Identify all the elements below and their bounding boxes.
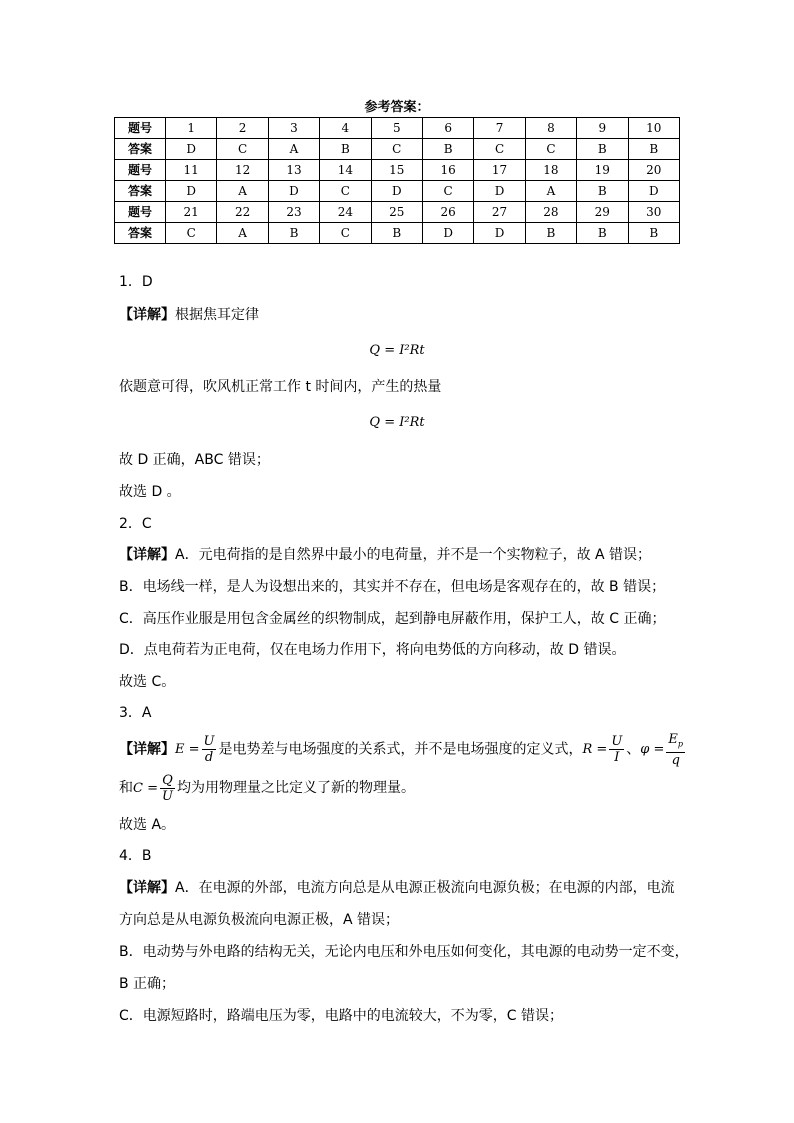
row-label-number: 题号: [115, 160, 166, 181]
table-cell-number: 6: [422, 118, 473, 139]
detail-tag: 【详解】: [119, 880, 175, 896]
table-cell-answer: D: [474, 223, 525, 244]
q3-detail-line-2: [119, 772, 415, 805]
formula-c-qu: C = $\frac{Q}{U}$: [133, 773, 173, 804]
q1-formula-2: [0, 413, 794, 433]
table-cell-answer: D: [268, 181, 319, 202]
q4-option-a-2: 方向总是从电源负极流向电源正极，A 错误；: [119, 912, 400, 928]
detail-tag: 【详解】: [119, 741, 175, 758]
table-cell-number: 23: [268, 202, 319, 223]
table-cell-number: 27: [474, 202, 525, 223]
table-cell-answer: C: [474, 139, 525, 160]
table-cell-number: 12: [217, 160, 268, 181]
table-cell-answer: D: [474, 181, 525, 202]
q3-text2: 均为用物理量之比定义了新的物理量。: [176, 780, 415, 796]
answer-table-answer-row: [115, 139, 680, 160]
table-cell-number: 26: [422, 202, 473, 223]
table-cell-number: 19: [577, 160, 628, 181]
answer-table-number-row: [115, 202, 680, 223]
table-cell-number: 28: [525, 202, 576, 223]
table-cell-number: 30: [628, 202, 679, 223]
answer-table: [114, 117, 680, 244]
q3-and: 和: [119, 780, 133, 796]
table-cell-number: 1: [166, 118, 217, 139]
formula-r-ui: R = $\frac{U}{I}$: [582, 734, 623, 766]
q2-option-c: C．高压作业服是用包含金属丝的织物制成，起到静电屏蔽作用，保护工人，故 C 正确；: [119, 611, 666, 627]
table-cell-answer: D: [628, 181, 679, 202]
q4-option-c: C．电源短路时，路端电压为零，电路中的电流较大，不为零，C 错误；: [119, 1008, 563, 1024]
answer-table-number-row: [115, 118, 680, 139]
q1-formula-1: [0, 341, 794, 361]
table-cell-answer: C: [217, 139, 268, 160]
answer-title: 参考答案：: [364, 100, 430, 115]
table-cell-number: 21: [166, 202, 217, 223]
q2-heading: 2．C: [119, 516, 152, 532]
table-cell-answer: B: [628, 223, 679, 244]
table-cell-number: 2: [217, 118, 268, 139]
table-cell-answer: A: [217, 223, 268, 244]
table-cell-answer: B: [320, 139, 371, 160]
table-cell-number: 11: [166, 160, 217, 181]
q4-heading: 4．B: [119, 848, 152, 864]
table-cell-number: 13: [268, 160, 319, 181]
row-label-number: 题号: [115, 202, 166, 223]
table-cell-number: 15: [371, 160, 422, 181]
table-cell-answer: C: [320, 181, 371, 202]
table-cell-number: 10: [628, 118, 679, 139]
q2-option-d: D．点电荷若为正电荷，仅在电场力作用下，将向电势低的方向移动，故 D 错误。: [119, 642, 626, 658]
table-cell-answer: A: [525, 181, 576, 202]
q2-option-b: B．电场线一样，是人为设想出来的，其实并不存在，但电场是客观存在的，故 B 错误；: [119, 579, 666, 595]
table-cell-number: 9: [577, 118, 628, 139]
table-cell-answer: B: [371, 223, 422, 244]
formula-phi: φ = $\frac{E_p}{q}$: [640, 732, 684, 768]
q1-detail-line: [119, 305, 259, 325]
q1-formula-text: Q = I²Rt: [369, 343, 425, 358]
q2-conclusion: 故选 C。: [119, 674, 176, 690]
table-cell-number: 29: [577, 202, 628, 223]
table-cell-number: 3: [268, 118, 319, 139]
table-cell-number: 20: [628, 160, 679, 181]
detail-tag: 【详解】: [119, 307, 175, 323]
row-label-answer: 答案: [115, 223, 166, 244]
q1-line4: 故选 D 。: [119, 484, 181, 500]
table-cell-answer: B: [422, 139, 473, 160]
table-cell-answer: A: [268, 139, 319, 160]
row-label-answer: 答案: [115, 139, 166, 160]
q2-a-text: A．元电荷指的是自然界中最小的电荷量，并不是一个实物粒子，故 A 错误；: [175, 547, 652, 563]
row-label-number: 题号: [115, 118, 166, 139]
table-cell-answer: D: [166, 181, 217, 202]
q2-option-a: [119, 545, 651, 565]
answer-table-answer-row: [115, 223, 680, 244]
q4-a1-text: A．在电源的外部，电流方向总是从电源正极流向电源负极；在电源的内部，电流: [175, 880, 675, 896]
table-cell-answer: A: [217, 181, 268, 202]
q1-line3: 故 D 正确，ABC 错误；: [119, 452, 270, 468]
q4-option-b-1: B．电动势与外电路的结构无关，无论内电压和外电压如何变化，其电源的电动势一定不变，: [119, 944, 689, 960]
table-cell-number: 4: [320, 118, 371, 139]
table-cell-answer: B: [628, 139, 679, 160]
table-cell-answer: D: [422, 223, 473, 244]
table-cell-answer: C: [371, 139, 422, 160]
detail-tag: 【详解】: [119, 547, 175, 563]
table-cell-number: 17: [474, 160, 525, 181]
table-cell-answer: C: [422, 181, 473, 202]
table-cell-answer: B: [577, 223, 628, 244]
q3-separator: 、: [626, 741, 641, 758]
q4-option-b-2: B 正确；: [119, 976, 176, 992]
table-cell-answer: B: [577, 181, 628, 202]
table-cell-number: 8: [525, 118, 576, 139]
q4-option-a-1: [119, 878, 675, 898]
q3-text1: 是电势差与电场强度的关系式，并不是电场强度的定义式，: [218, 741, 583, 758]
table-cell-number: 16: [422, 160, 473, 181]
table-cell-answer: D: [166, 139, 217, 160]
table-cell-number: 24: [320, 202, 371, 223]
table-cell-number: 5: [371, 118, 422, 139]
q3-detail-line: [119, 732, 687, 768]
q3-heading: 3．A: [119, 705, 152, 721]
q1-formula-text-2: Q = I²Rt: [369, 415, 425, 430]
table-cell-answer: B: [525, 223, 576, 244]
answer-table-answer-row: [115, 181, 680, 202]
q1-heading: 1．D: [119, 274, 153, 290]
q1-line1: 根据焦耳定律: [175, 307, 259, 323]
table-cell-answer: D: [371, 181, 422, 202]
table-cell-answer: B: [268, 223, 319, 244]
q1-line2: 依题意可得，吹风机正常工作 t 时间内，产生的热量: [119, 379, 442, 395]
table-cell-answer: C: [166, 223, 217, 244]
table-cell-number: 18: [525, 160, 576, 181]
table-cell-number: 25: [371, 202, 422, 223]
table-cell-number: 22: [217, 202, 268, 223]
table-cell-number: 7: [474, 118, 525, 139]
table-cell-answer: B: [577, 139, 628, 160]
table-cell-answer: C: [525, 139, 576, 160]
formula-e-ud: E = $\frac{U}{d}$: [175, 734, 215, 766]
table-cell-number: 14: [320, 160, 371, 181]
q3-conclusion: 故选 A。: [119, 817, 176, 833]
table-cell-answer: C: [320, 223, 371, 244]
answer-table-number-row: [115, 160, 680, 181]
row-label-answer: 答案: [115, 181, 166, 202]
